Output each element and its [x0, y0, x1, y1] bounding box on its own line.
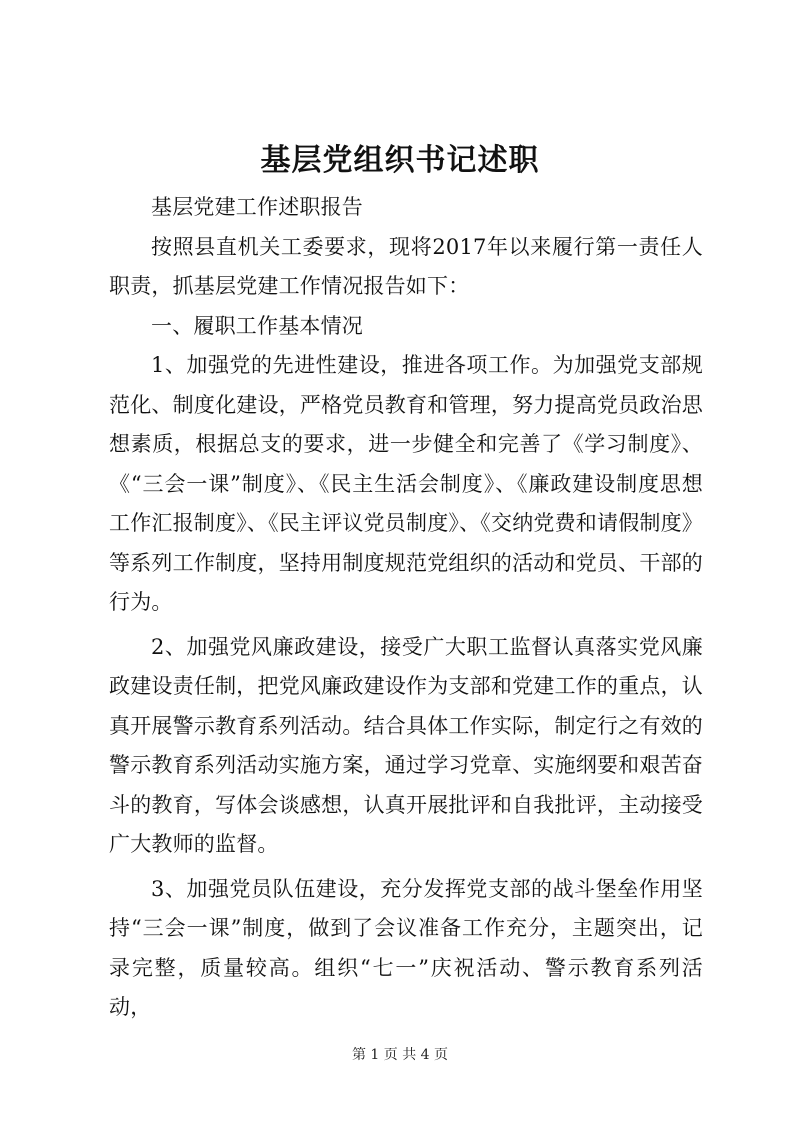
subtitle-paragraph: 基层党建工作述职报告	[151, 195, 363, 219]
item-3-paragraph: 3、加强党员队伍建设，充分发挥党支部的战斗堡垒作用坚持“三会一课”制度，做到了会议准备工作充分，主题突出，记录完整，质量较高。组织“七一”庆祝活动、警示教育系列活动，	[109, 876, 703, 1019]
item-1-paragraph: 1、加强党的先进性建设，推进各项工作。为加强党支部规范化、制度化建设，严格党员教育和管理，努力提高党员政治思想素质，根据总支的要求，进一步健全和完善了《学习制度》、《“三会一课”制度》、《民主生活会制度》、《廉政建设制度思想工作汇报制度》、《民主评议党员制度》、《交纳党费和请假制度》等系列工作制度，坚持用制度规范党组织的活动和党员、干部的行为。	[109, 353, 703, 614]
document-body	[109, 188, 703, 1028]
page-footer: 第 1 页 共 4 页	[351, 1047, 449, 1063]
document-title: 基层党组织书记述职	[260, 143, 540, 178]
intro-paragraph: 按照县直机关工委要求，现将2017年以来履行第一责任人职责，抓基层党建工作情况报告如下：	[109, 234, 703, 298]
section-heading: 一、履职工作基本情况	[151, 313, 363, 338]
item-2-paragraph: 2、加强党风廉政建设，接受广大职工监督认真落实党风廉政建设责任制，把党风廉政建设作为支部和党建工作的重点，认真开展警示教育系列活动。结合具体工作实际，制定行之有效的警示教育系列活动实施方案，通过学习党章、实施纲要和艰苦奋斗的教育，写体会谈感想，认真开展批评和自我批评，主动接受广大教师的监督。	[109, 634, 703, 856]
